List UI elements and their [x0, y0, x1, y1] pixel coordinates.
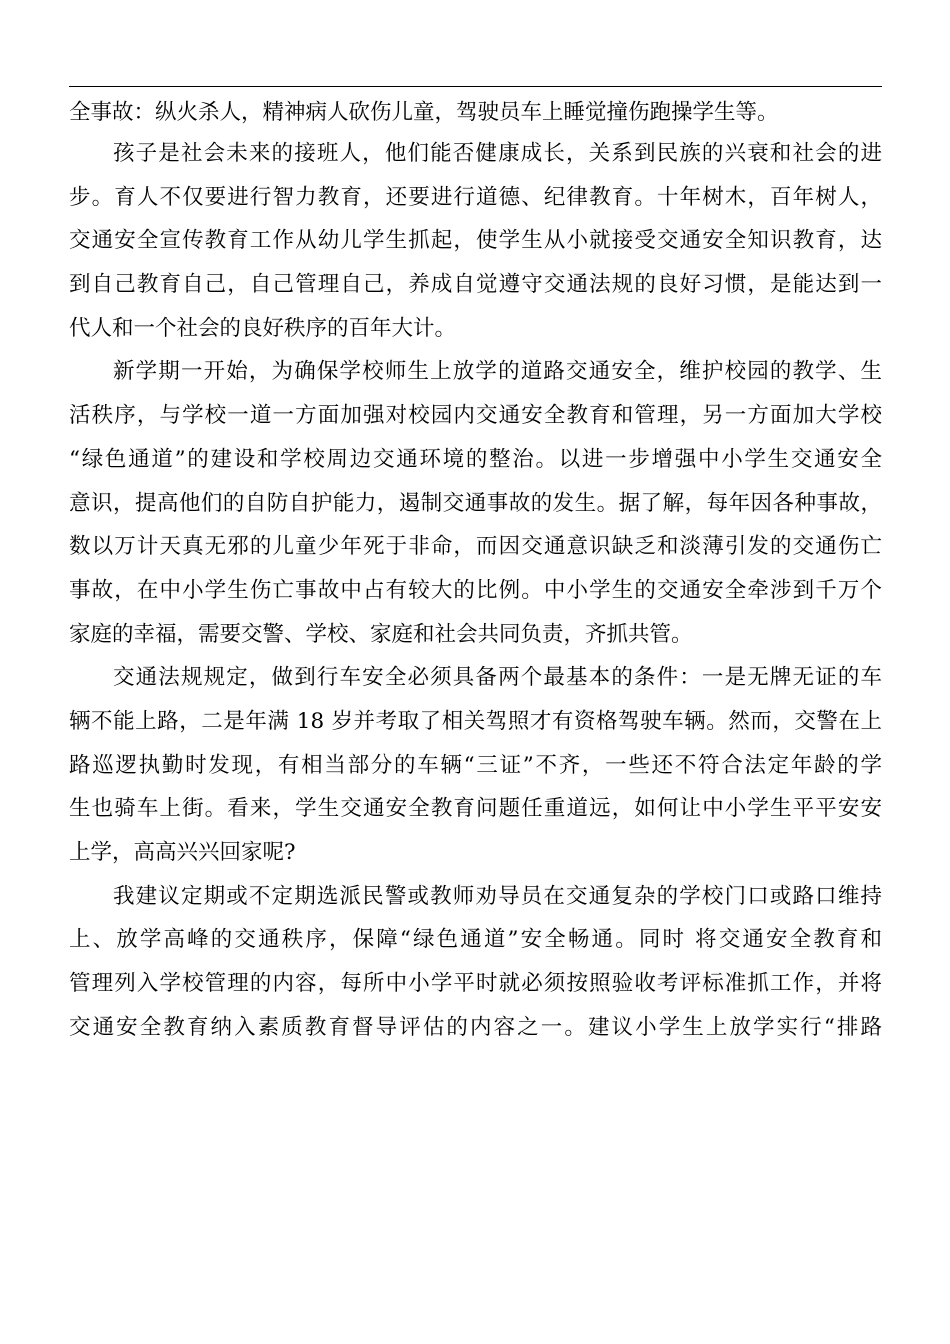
text-line: 到自己教育自己，自己管理自己，养成自觉遵守交通法规的良好习惯，是能达到一 — [69, 272, 882, 298]
text-line: 上学，高高兴兴回家呢? — [69, 840, 296, 865]
text-line: 全事故：纵火杀人，精神病人砍伤儿童，驾驶员车上睡觉撞伤跑操学生等。 — [69, 100, 779, 125]
text-line: 交通安全教育纳入素质教育督导评估的内容之一。建议小学生上放学实行“排路 — [69, 1014, 882, 1040]
text-line: 辆不能上路，二是年满 18 岁并考取了相关驾照才有资格驾驶车辆。然而，交警在上 — [69, 708, 882, 734]
text-line: “绿色通道”的建设和学校周边交通环境的整治。以进一步增强中小学生交通安全 — [69, 446, 882, 472]
paragraph-first-line: 新学期一开始，为确保学校师生上放学的道路交通安全，维护校园的教学、生 — [113, 359, 882, 385]
text-line: 事故，在中小学生伤亡事故中占有较大的比例。中小学生的交通安全牵涉到千万个 — [69, 577, 882, 603]
header-rule — [69, 86, 882, 87]
text-line: 步。育人不仅要进行智力教育，还要进行道德、纪律教育。十年树木，百年树人， — [69, 184, 882, 210]
text-line: 代人和一个社会的良好秩序的百年大计。 — [69, 315, 457, 341]
paragraph-first-line: 我建议定期或不定期选派民警或教师劝导员在交通复杂的学校门口或路口维持 — [113, 883, 882, 909]
paragraph-first-line: 交通法规规定，做到行车安全必须具备两个最基本的条件：一是无牌无证的车 — [113, 665, 882, 691]
text-line: 管理列入学校管理的内容，每所中小学平时就必须按照验收考评标准抓工作，并将 — [69, 971, 882, 997]
body-text — [69, 93, 882, 1049]
paragraph-first-line: 孩子是社会未来的接班人，他们能否健康成长，关系到民族的兴衰和社会的进 — [113, 141, 882, 166]
text-line: 上、放学高峰的交通秩序，保障“绿色通道”安全畅通。同时 将交通安全教育和 — [69, 927, 882, 953]
text-line: 交通安全宣传教育工作从幼儿学生抓起，使学生从小就接受交通安全知识教育，达 — [69, 228, 882, 254]
text-line: 路巡逻执勤时发现，有相当部分的车辆“三证”不齐，一些还不符合法定年龄的学 — [69, 752, 882, 778]
text-line: 家庭的幸福，需要交警、学校、家庭和社会共同负责，齐抓共管。 — [69, 621, 693, 647]
text-line: 活秩序，与学校一道一方面加强对校园内交通安全教育和管理，另一方面加大学校 — [69, 403, 882, 429]
text-line: 数以万计天真无邪的儿童少年死于非命，而因交通意识缺乏和淡薄引发的交通伤亡 — [69, 534, 882, 560]
text-line: 生也骑车上街。看来，学生交通安全教育问题任重道远，如何让中小学生平平安安 — [69, 796, 882, 822]
text-line: 意识，提高他们的自防自护能力，遏制交通事故的发生。据了解，每年因各种事故， — [69, 490, 882, 516]
